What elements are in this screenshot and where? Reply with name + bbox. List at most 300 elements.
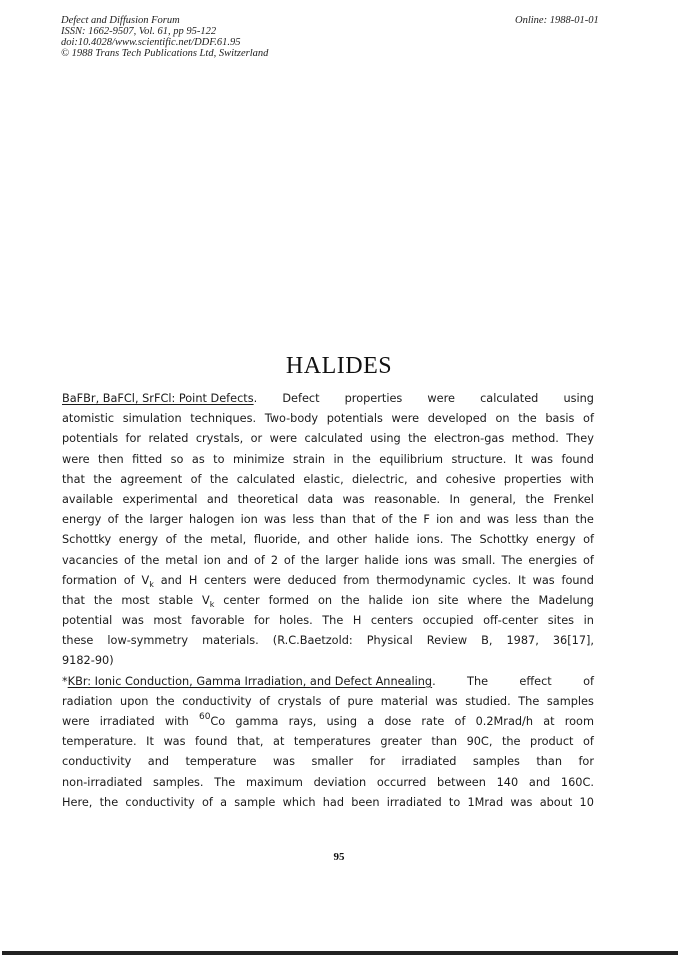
word: 160C. [560, 775, 594, 789]
word: ion [240, 513, 258, 527]
word: theoretical [237, 492, 299, 506]
word: off-center [483, 614, 539, 628]
word [289, 712, 317, 732]
word: The [467, 674, 489, 688]
word: product [530, 735, 574, 749]
word: was [163, 735, 186, 749]
word: less [292, 513, 315, 527]
word: were [427, 392, 455, 405]
word: center [223, 593, 260, 607]
word: V [141, 573, 150, 587]
word: conductivity [62, 755, 132, 769]
word: potential [62, 614, 113, 628]
word: that [62, 593, 85, 607]
word: equilibrium [379, 452, 444, 466]
word: that [352, 513, 376, 527]
word: the [124, 513, 144, 527]
word: crystals, [195, 432, 244, 446]
word: in [333, 452, 344, 466]
word: ions [404, 553, 428, 567]
word: where [467, 593, 503, 607]
text-line [62, 450, 594, 470]
word: for [578, 755, 594, 769]
word: Madelung [538, 593, 594, 607]
word: was [487, 513, 510, 527]
word: of [583, 735, 594, 749]
page-title: HALIDES [285, 353, 393, 379]
word: between [437, 775, 486, 789]
word: the [501, 735, 521, 749]
word [369, 591, 403, 611]
word: the [408, 432, 427, 446]
word: The [322, 614, 344, 628]
word: data [307, 492, 334, 506]
word [412, 591, 429, 611]
word [199, 712, 225, 732]
text-line [62, 591, 594, 611]
word: energy [62, 513, 102, 527]
word: ion [436, 513, 454, 527]
word: of [582, 553, 594, 567]
word: as [191, 452, 205, 466]
word [472, 571, 511, 591]
word [384, 712, 411, 732]
word: were [391, 412, 420, 426]
word [467, 591, 502, 611]
word: to [213, 452, 225, 466]
word: The [501, 553, 523, 567]
word [476, 712, 533, 732]
word: was [272, 755, 295, 769]
word: developed [427, 412, 487, 426]
text-line [62, 571, 594, 591]
word: agreement [120, 472, 183, 486]
word: of [123, 573, 135, 587]
word: Schottky [62, 533, 112, 547]
word: than [536, 755, 562, 769]
word: B, [481, 634, 493, 648]
word [100, 712, 155, 732]
word [62, 389, 257, 409]
word: of [454, 715, 466, 728]
word: of [107, 513, 119, 527]
word: 0.2Mrad/h [475, 715, 534, 728]
word: ion [203, 553, 221, 567]
word: cohesive [445, 472, 496, 486]
word: a [367, 715, 375, 728]
word [161, 571, 182, 591]
word: It [146, 735, 154, 749]
word [511, 591, 530, 611]
word [94, 591, 113, 611]
word: temperature. [62, 735, 137, 749]
word [367, 712, 374, 732]
word: the [99, 795, 119, 809]
word: the [209, 472, 229, 486]
text-line [62, 672, 594, 692]
text-line: 9182-90) [62, 654, 114, 668]
word [438, 591, 458, 611]
word: occurred [376, 775, 427, 789]
word: in [583, 614, 594, 628]
word: 90C, [466, 735, 493, 749]
word: potentials [326, 412, 383, 426]
word: In [449, 492, 461, 506]
text-line [62, 773, 594, 793]
word [269, 591, 309, 611]
word: other [336, 533, 367, 547]
word [565, 712, 594, 732]
word: of [165, 533, 177, 547]
text-line [62, 692, 594, 712]
word: holes. [279, 614, 313, 628]
word: larger [325, 553, 359, 567]
word: conductivity [182, 694, 252, 708]
word: favorable [191, 614, 245, 628]
word: It [517, 573, 526, 587]
word: general, [469, 492, 517, 506]
word [159, 591, 194, 611]
word: related [148, 432, 189, 446]
word [539, 591, 594, 611]
word: energy [118, 533, 159, 547]
word: with [164, 715, 189, 728]
section-heading: BaFBr, BaFCl, SrFCl: Point Defects [62, 392, 254, 405]
word [202, 591, 214, 611]
page-number: 95 [333, 851, 345, 863]
word [223, 591, 259, 611]
word: deviation [313, 775, 367, 789]
word: temperatures [293, 735, 371, 749]
word: been [351, 795, 380, 809]
word: H [188, 573, 198, 587]
word: energies [528, 553, 578, 567]
word: found [561, 452, 594, 466]
word: that, [236, 735, 264, 749]
word: of [583, 412, 594, 426]
text-line [62, 470, 594, 490]
word: sample [234, 795, 276, 809]
word: and [308, 533, 330, 547]
text-line [62, 551, 594, 571]
word: the [140, 553, 160, 567]
superscript: 60 [198, 712, 211, 722]
word [341, 591, 360, 611]
word: maximum [245, 775, 303, 789]
word [124, 571, 135, 591]
word: Frenkel [553, 492, 594, 506]
word: low-symmetry [107, 634, 189, 648]
word: H [352, 614, 362, 628]
word: vacancies [62, 553, 119, 567]
word: the [93, 472, 112, 486]
word: 1987, [506, 634, 539, 648]
word: strain [292, 452, 326, 466]
word [62, 571, 117, 591]
section-heading: KBr: Ionic Conduction, Gamma Irradiation, and Defect Annealing [67, 674, 433, 688]
word: had [322, 795, 345, 809]
word: rays, [288, 715, 317, 728]
word: metal [165, 553, 198, 567]
word [376, 571, 465, 591]
word: reasonable. [374, 492, 441, 506]
word: calculated [304, 432, 363, 446]
article-body [62, 389, 594, 813]
word: smaller [311, 755, 354, 769]
word [543, 712, 554, 732]
word: non-irradiated [62, 775, 143, 789]
word [518, 571, 526, 591]
word: Co [210, 715, 226, 728]
text-line [62, 631, 594, 651]
word: potentials [62, 432, 119, 446]
word: F [423, 513, 430, 527]
word [327, 712, 358, 732]
word [121, 591, 149, 611]
word: of [254, 553, 265, 567]
word: the [93, 593, 113, 607]
word: formed [268, 593, 310, 607]
word [62, 591, 85, 611]
word: that [62, 472, 85, 486]
word: for [254, 614, 270, 628]
word: techniques. [190, 412, 257, 426]
word [235, 712, 278, 732]
word: simulation [122, 412, 182, 426]
word: using [370, 432, 401, 446]
word: halide [364, 553, 399, 567]
text-line [62, 793, 594, 813]
word [253, 571, 281, 591]
word: cycles. [472, 573, 512, 587]
word: and [528, 775, 551, 789]
word: of [190, 472, 202, 486]
doi-link[interactable]: doi:10.4028/www.scientific.net/DDF.61.95 [61, 37, 241, 48]
word: were [253, 573, 281, 587]
word: * [62, 674, 68, 688]
word [318, 591, 332, 611]
word [583, 672, 594, 692]
text-line [62, 752, 594, 772]
word: studied. [465, 694, 511, 708]
word: samples [472, 755, 520, 769]
word: It [514, 452, 523, 466]
subscript: k [209, 599, 215, 609]
bottom-rule [2, 951, 678, 955]
word: Schottky [479, 533, 529, 547]
word: material [380, 694, 428, 708]
copyright-line: © 1988 Trans Tech Publications Ltd, Switzerland [61, 48, 269, 59]
word: the [184, 533, 203, 547]
word: were [269, 432, 298, 446]
word: elastic, [303, 472, 344, 486]
word: . [253, 392, 258, 405]
word [345, 389, 403, 409]
word [421, 712, 444, 732]
issn-line: ISSN: 1662-9507, Vol. 61, pp 95-122 [61, 26, 217, 37]
word [288, 571, 337, 591]
word: irradiated [99, 715, 155, 728]
word: (R.C.Baetzold: [272, 634, 353, 648]
word: on [495, 412, 510, 426]
word: dose [384, 715, 412, 728]
word: the [352, 452, 371, 466]
word: radiation [62, 694, 113, 708]
word: temperature [185, 755, 257, 769]
online-date: Online: 1988-01-01 [515, 15, 599, 26]
word: the [525, 492, 545, 506]
word [427, 389, 455, 409]
word: gamma [235, 715, 279, 728]
word: a [220, 795, 228, 809]
subscript: k [149, 579, 154, 589]
word: was [435, 694, 458, 708]
word [455, 712, 466, 732]
word: from [343, 573, 370, 587]
word: and [459, 513, 481, 527]
word: site [438, 593, 459, 607]
word: ions. [416, 533, 444, 547]
word: of [583, 533, 594, 547]
word: about [539, 795, 573, 809]
word: materials. [202, 634, 259, 648]
word: stable [158, 593, 194, 607]
word: . [432, 674, 436, 688]
word: found [195, 735, 228, 749]
word: method. [511, 432, 559, 446]
word: halide [374, 533, 410, 547]
word: room [564, 715, 594, 728]
word: The [214, 775, 236, 789]
word: electron-gas [434, 432, 505, 446]
word: V [201, 593, 210, 607]
word: properties [344, 392, 403, 405]
word: formation [62, 573, 117, 587]
word: ion [411, 593, 430, 607]
journal-header [61, 15, 268, 59]
word: using [326, 715, 358, 728]
word: were [62, 715, 90, 728]
word: and [147, 755, 170, 769]
text-line [62, 409, 594, 429]
word: properties [503, 472, 562, 486]
word: occupied [422, 614, 474, 628]
text-line [62, 490, 594, 510]
word: with [569, 472, 594, 486]
word: so [170, 452, 184, 466]
word: deduced [287, 573, 337, 587]
word: and [416, 472, 438, 486]
word: for [125, 432, 142, 446]
word: sites [547, 614, 575, 628]
word: 140 [496, 775, 519, 789]
word: the [511, 593, 530, 607]
word: upon [120, 694, 149, 708]
word: dielectric, [352, 472, 408, 486]
word: thermodynamic [376, 573, 466, 587]
word: of [283, 553, 295, 567]
word: 10 [579, 795, 594, 809]
word: halide [368, 593, 403, 607]
word [562, 571, 594, 591]
word: samples. [152, 775, 204, 789]
word: was [510, 795, 533, 809]
word [282, 389, 319, 409]
word [343, 571, 369, 591]
word: Here, [62, 795, 93, 809]
word: halogen [188, 513, 235, 527]
word: energy [536, 533, 576, 547]
word: of [329, 694, 340, 708]
word: to [448, 795, 461, 809]
word: and [160, 573, 182, 587]
word: conductivity [125, 795, 195, 809]
word [480, 389, 538, 409]
word: using [563, 392, 594, 405]
word: was [532, 573, 555, 587]
word: of [381, 513, 393, 527]
word: the [518, 412, 537, 426]
word: or [250, 432, 263, 446]
word: fitted [132, 452, 163, 466]
word [141, 571, 153, 591]
word [62, 712, 90, 732]
word: of [259, 694, 271, 708]
word: of [124, 553, 135, 567]
word: were [62, 452, 90, 466]
word: on [318, 593, 333, 607]
word: available [62, 492, 113, 506]
word: small. [461, 553, 496, 567]
word: Two-body [264, 412, 319, 426]
text-line [62, 712, 594, 732]
word: was [530, 452, 554, 466]
word: the [300, 553, 320, 567]
word: pure [347, 694, 374, 708]
word: which [282, 795, 316, 809]
word: less [515, 513, 538, 527]
word: the [156, 694, 175, 708]
word: irradiated [401, 755, 457, 769]
word: than [431, 735, 458, 749]
word: most [121, 593, 150, 607]
word: The [450, 533, 472, 547]
word: most [153, 614, 182, 628]
word: experimental [122, 492, 198, 506]
word: was [433, 553, 456, 567]
word: centers [204, 573, 247, 587]
word: was [342, 492, 365, 506]
word: the [341, 593, 360, 607]
word: 1Mrad [467, 795, 504, 809]
word: the [575, 513, 594, 527]
journal-name: Defect and Diffusion Forum [61, 15, 180, 26]
word: minimize [232, 452, 285, 466]
word: basis [545, 412, 575, 426]
word: than [320, 513, 347, 527]
word: The [518, 694, 540, 708]
text-line [62, 389, 594, 409]
text-line [62, 732, 594, 752]
word: at [273, 735, 285, 749]
word: these [62, 634, 94, 648]
word: Review [426, 634, 468, 648]
word: 2 [270, 553, 278, 567]
word: structure. [451, 452, 507, 466]
word: samples [546, 694, 594, 708]
word: at [543, 715, 555, 728]
word [189, 571, 198, 591]
